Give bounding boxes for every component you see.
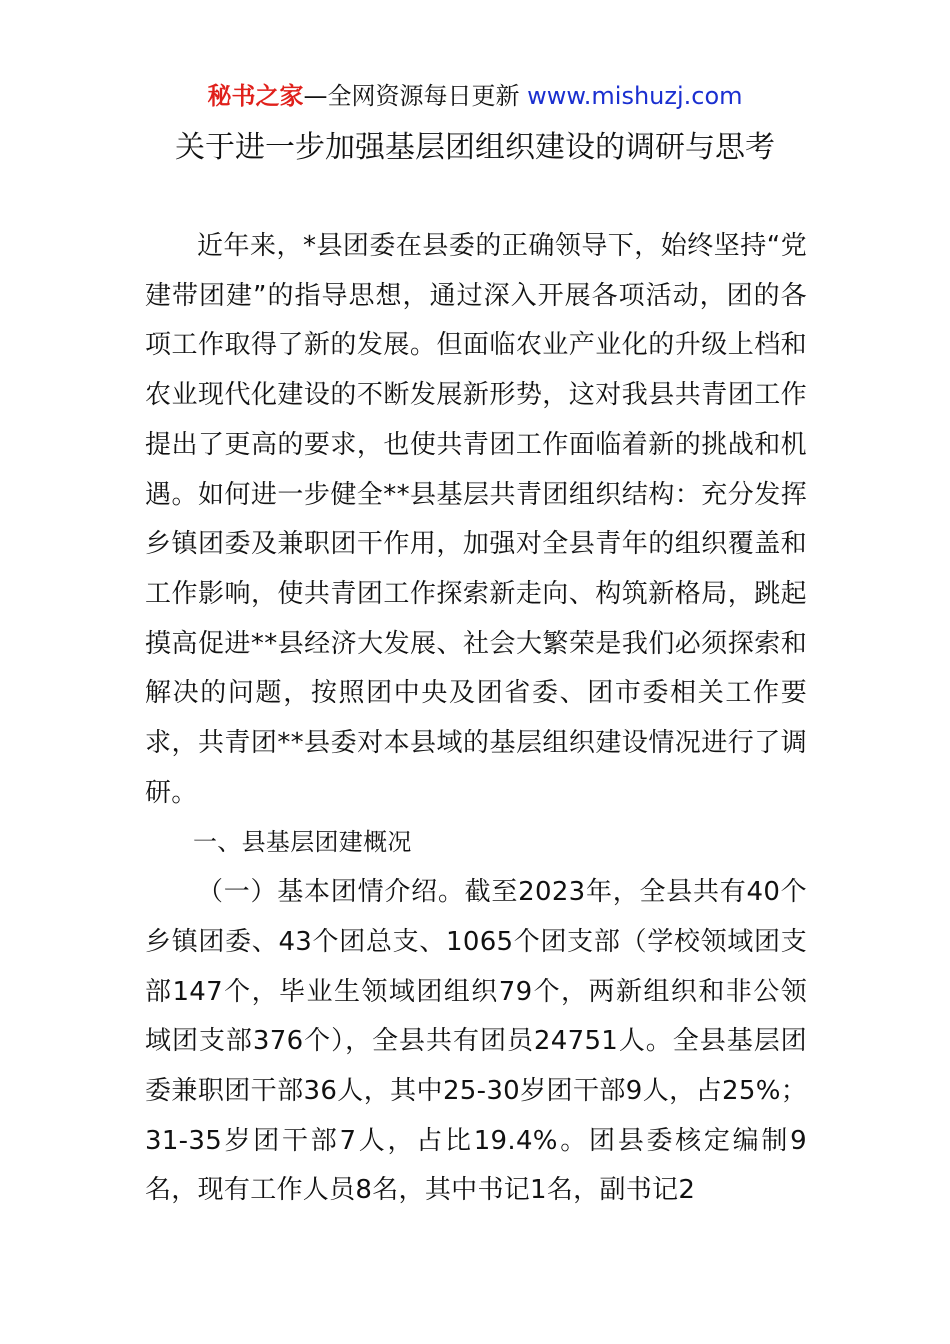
brand-name: 秘书之家 [207, 82, 304, 110]
document-title: 关于进一步加强基层团组织建设的调研与思考 [175, 130, 775, 165]
document-body [145, 222, 807, 1216]
body-paragraph: （一）基本团情介绍。截至2023年，全县共有40个乡镇团委、43个团总支、1065个团支部（学校领域团支部147个，毕业生领域团组织79个，两新组织和非公领域团支部376个），全县共有团员24751人。全县基层团委兼职团干部36人，其中25-30岁团干部9人，占25%；31-35岁团干部7人，占比19.4%。团县委核定编制9名，现有工作人员8名，其中书记1名，副书记2 [145, 877, 807, 1206]
section-heading: 一、县基层团建概况 [193, 828, 412, 857]
site-url[interactable]: www.mishuzj.com [527, 82, 743, 110]
site-header [0, 78, 950, 114]
header-tagline: —全网资源每日更新 [303, 82, 528, 110]
intro-paragraph: 近年来，*县团委在县委的正确领导下，始终坚持“党建带团建”的指导思想，通过深入开展各项活动，团的各项工作取得了新的发展。但面临农业产业化的升级上档和农业现代化建设的不断发展新形势，这对我县共青团工作提出了更高的要求，也使共青团工作面临着新的挑战和机遇。如何进一步健全**县基层共青团组织结构：充分发挥乡镇团委及兼职团干作用，加强对全县青年的组织覆盖和工作影响，使共青团工作探索新走向、构筑新格局，跳起摸高促进**县经济大发展、社会大繁荣是我们必须探索和解决的问题，按照团中央及团省委、团市委相关工作要求，共青团**县委对本县域的基层组织建设情况进行了调研。 [145, 231, 807, 808]
